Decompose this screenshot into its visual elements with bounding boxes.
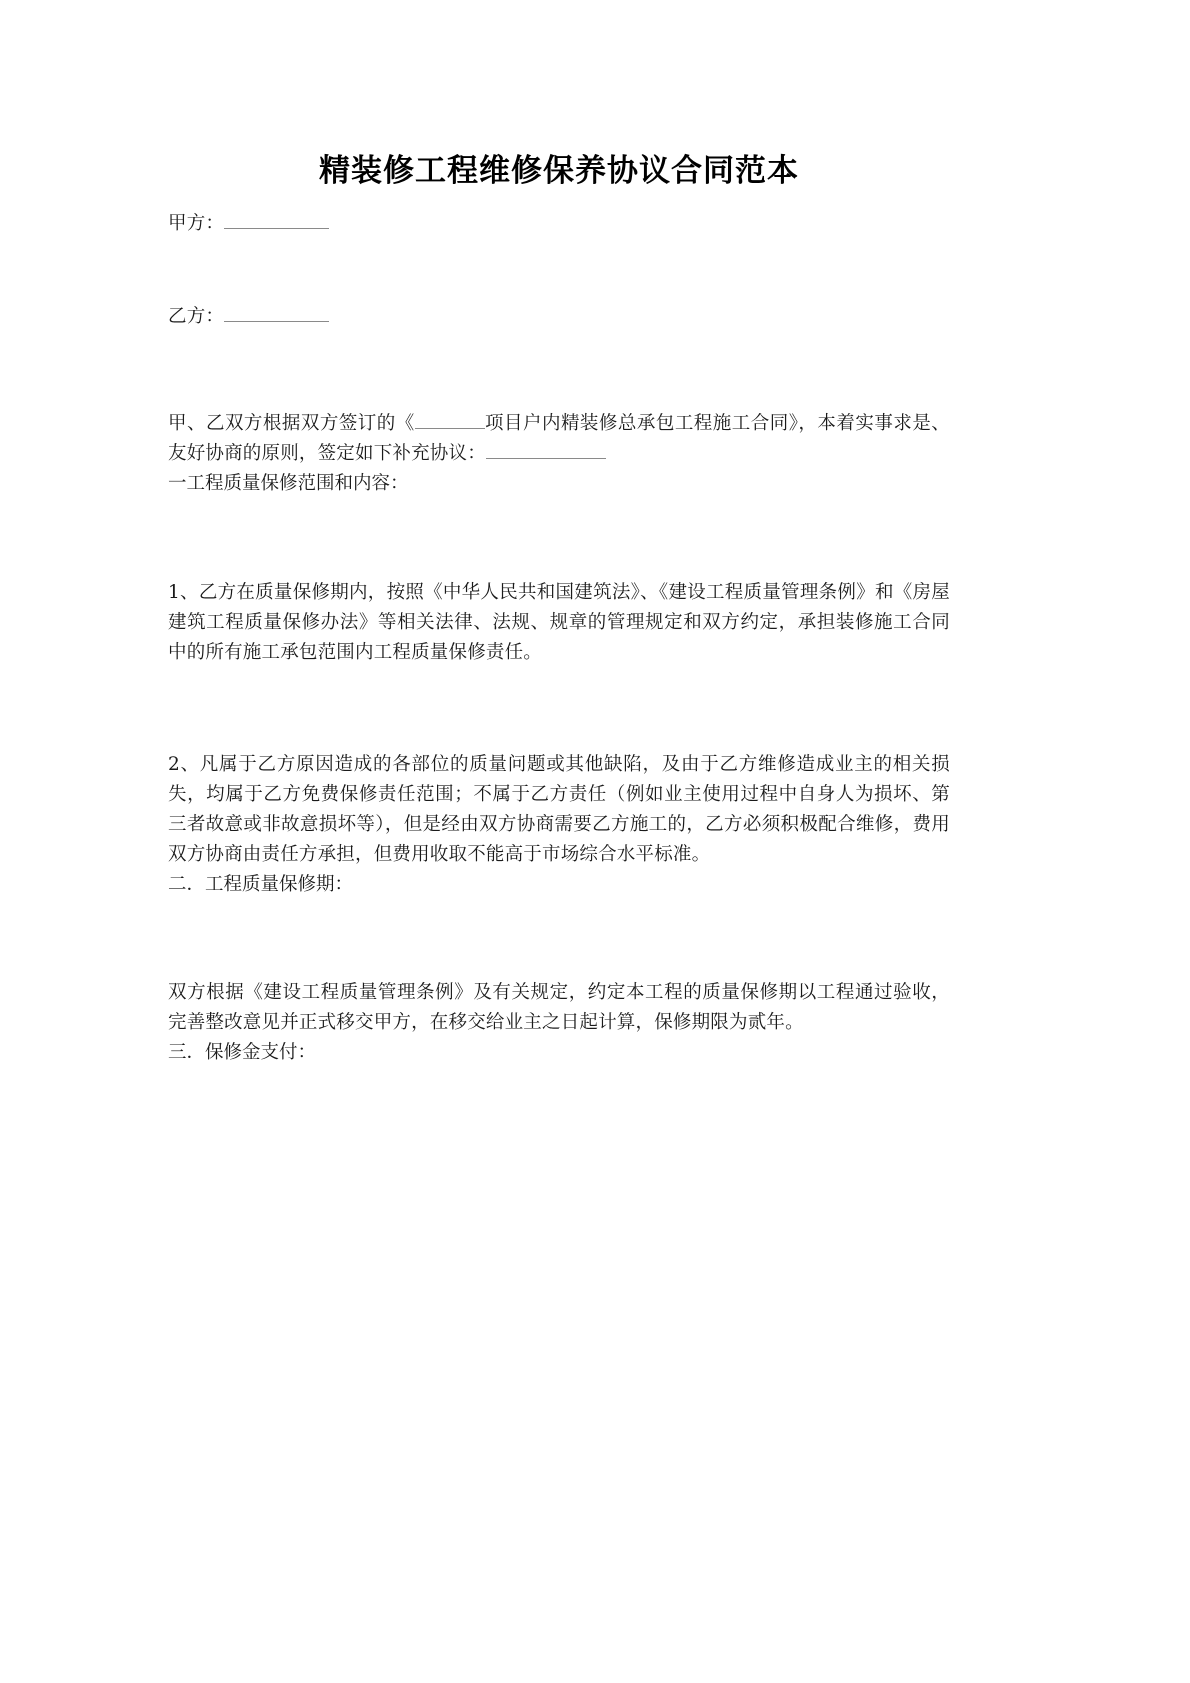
preamble-text-after-blank: 项目户内精装修总承包工程施工合同》，本着实事求是、友好协商的原则，签定如下补充协议： [168, 412, 950, 464]
project-name-blank-field[interactable] [415, 428, 485, 429]
preamble-paragraph [168, 409, 950, 469]
section-one-heading: 一工程质量保修范围和内容： [168, 472, 409, 494]
section-two-heading: 二．工程质量保修期： [168, 873, 354, 895]
party-a-label: 甲方： [168, 212, 225, 234]
section-one-item-2: 2、凡属于乙方原因造成的各部位的质量问题或其他缺陷，及由于乙方维修造成业主的相关损失，均属于乙方免费保修责任范围；不属于乙方责任（例如业主使用过程中自身人为损坏、第三者故意或非故意损坏等），但是经由双方协商需要乙方施工的，乙方必须积极配合维修，费用双方协商由责任方承担，但费用收取不能高于市场综合水平标准。 [168, 753, 950, 865]
party-b-line [168, 302, 950, 332]
party-a-line [168, 209, 950, 239]
section-two-body: 双方根据《建设工程质量管理条例》及有关规定，约定本工程的质量保修期以工程通过验收，完善整改意见并正式移交甲方，在移交给业主之日起计算，保修期限为贰年。 [168, 981, 950, 1033]
section-three-heading: 三．保修金支付： [168, 1041, 317, 1063]
preamble-text-before-blank: 甲、乙双方根据双方签订的《 [168, 412, 415, 434]
party-b-blank-field[interactable] [224, 321, 329, 322]
party-b-label: 乙方： [168, 305, 225, 327]
party-a-blank-field[interactable] [224, 228, 329, 229]
supplementary-agreement-blank-field[interactable] [486, 458, 606, 459]
section-one-item-1: 1、乙方在质量保修期内，按照《中华人民共和国建筑法》、《建设工程质量管理条例》和《房屋建筑工程质量保修办法》等相关法律、法规、规章的管理规定和双方约定，承担装修施工合同中的所有施工承包范围内工程质量保修责任。 [168, 581, 950, 663]
page-title: 精装修工程维修保养协议合同范本 [319, 153, 799, 189]
document-content [168, 0, 950, 1068]
